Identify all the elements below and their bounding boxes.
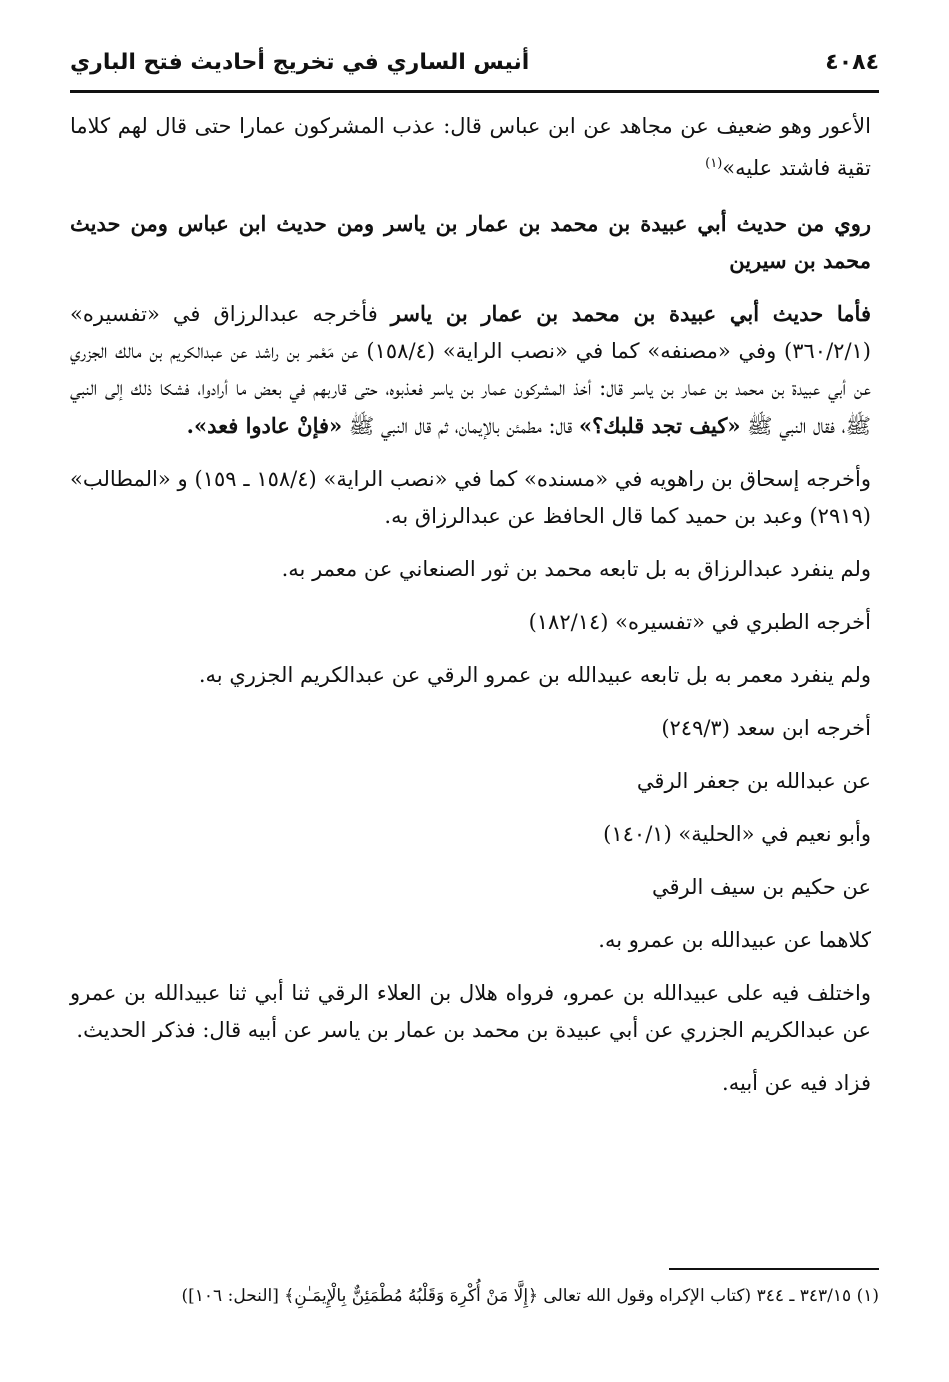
- paragraph: كلاهما عن عبيدالله بن عمرو به.: [598, 928, 871, 952]
- book-title: أنيس الساري في تخريج أحاديث فتح الباري: [70, 49, 530, 75]
- paragraph: ولم ينفرد معمر به بل تابعه عبيدالله بن عمرو الرقي عن عبدالكريم الجزري به.: [198, 663, 871, 687]
- section-heading: روي من حديث أبي عبيدة بن محمد بن عمار بن ياسر ومن حديث ابن عباس ومن حديث محمد بن سيرين: [70, 211, 871, 273]
- hadith-quote: «كيف تجد قلبك؟»: [578, 413, 741, 438]
- paragraph-text: فأخرجه عبدالرزاق في «تفسيره» (٣٦٠/٢/١) وفي «مصنفه» كما في «نصب الراية» (١٥٨/٤) عن مَعْمر بن راشد عن عبدالكريم بن مالك الجزري عن أبي عبيدة بن محمد بن عمار بن ياسر قال: أخذ المشركون عمار بن ياسر فعذبوه، حتى قاربهم في بعض ما أرادوا، فشكا ذلك إلى النبي ﷺ، فقال النبي ﷺ: [70, 302, 871, 438]
- paragraph: فزاد فيه عن أبيه.: [722, 1071, 871, 1095]
- page-number: ٤٠٨٤: [825, 49, 879, 75]
- paragraph-text: الأعور وهو ضعيف عن مجاهد عن ابن عباس قال: عذب المشركون عمارا حتى قال لهم كلاما تقية فاشتد عليه»: [70, 114, 871, 180]
- hadith-quote: «فإنْ عادوا فعد».: [186, 413, 343, 438]
- paragraph: واختلف فيه على عبيدالله بن عمرو، فرواه هلال بن العلاء الرقي ثنا أبي ثنا عبيدالله بن عمرو عن عبدالكريم الجزري عن أبي عبيدة بن محمد بن عمار بن ياسر عن أبيه قال: فذكر الحديث.: [70, 981, 871, 1042]
- header-rule: [70, 90, 879, 93]
- paragraph-lead: فأما حديث أبي عبيدة بن محمد بن عمار بن ياسر: [390, 301, 871, 326]
- main-text: [70, 108, 871, 1118]
- paragraph: [70, 108, 871, 187]
- paragraph: وأخرجه إسحاق بن راهويه في «مسنده» كما في «نصب الراية» (١٥٨/٤ ـ ١٥٩) و «المطالب» (٢٩١٩) وعبد بن حميد كما قال الحافظ عن عبدالرزاق به.: [70, 467, 871, 528]
- page-header: [70, 38, 879, 86]
- footnote-marker[interactable]: (١): [705, 156, 723, 171]
- paragraph: أخرجه الطبري في «تفسيره» (١٨٢/١٤): [528, 610, 871, 634]
- paragraph: ولم ينفرد عبدالرزاق به بل تابعه محمد بن ثور الصنعاني عن معمر به.: [281, 557, 871, 581]
- paragraph: وأبو نعيم في «الحلية» (١٤٠/١): [603, 822, 871, 846]
- paragraph: عن حكيم بن سيف الرقي: [652, 875, 871, 899]
- paragraph: عن عبدالله بن جعفر الرقي: [636, 769, 871, 793]
- paragraph: [70, 295, 871, 445]
- paragraph-text: قال: مطمئن بالإيمان، ثم قال النبي ﷺ: [342, 414, 579, 438]
- footnote: (١) ٣٤٣/١٥ ـ ٣٤٤ (كتاب الإكراه وقول الله تعالى ﴿إِلَّا مَنْ أُكْرِهَ وَقَلْبُهُ مُطْمَئِنٌّ بِالْإِيمَـٰنِ﴾ [النحل: ١٠٦]): [181, 1286, 879, 1306]
- paragraph: أخرجه ابن سعد (٢٤٩/٣): [661, 716, 871, 740]
- footnote-separator: [669, 1268, 879, 1270]
